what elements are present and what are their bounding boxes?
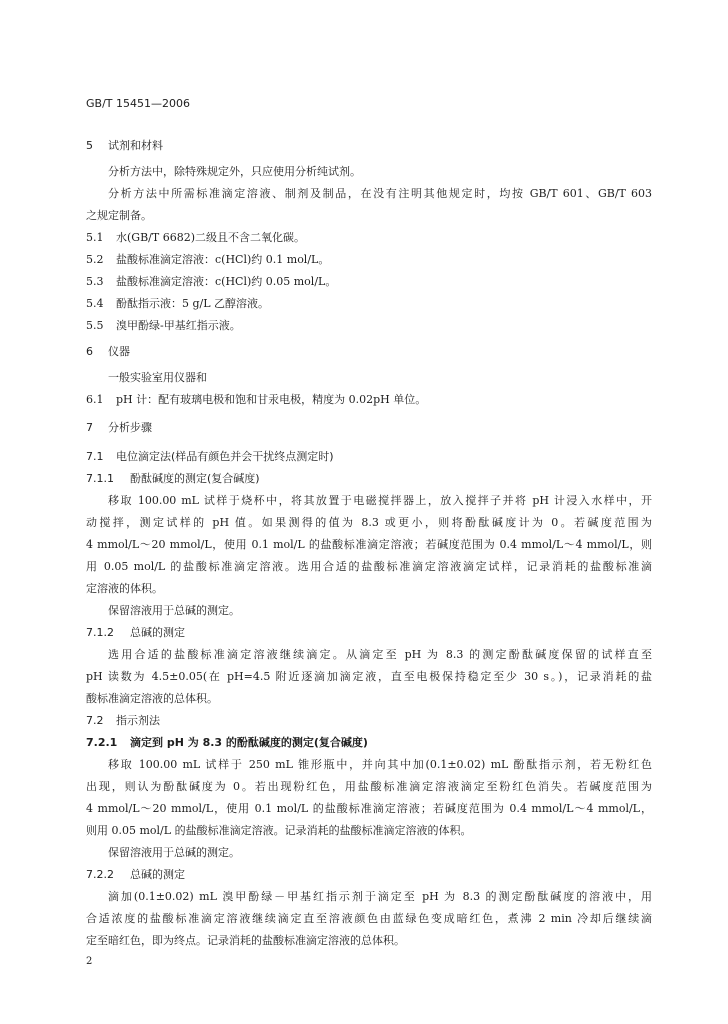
item-number: 5.5: [86, 319, 104, 332]
list-item: [86, 297, 652, 311]
paragraph-line: 4 mmol/L～20 mmol/L，使用 0.1 mol/L 的盐酸标准滴定溶液；若碱度范围为 0.4 mmol/L～4 mmol/L，则: [86, 538, 652, 551]
subsection-heading: [86, 450, 652, 464]
subsection-number: 7.2.1: [86, 736, 118, 749]
paragraph-line: 定至暗红色，即为终点。记录消耗的盐酸标准滴定溶液的总体积。: [86, 934, 405, 947]
subsection-number: 7.2: [86, 714, 104, 727]
item-text: 盐酸标准滴定溶液：c(HCl)约 0.05 mol/L。: [116, 275, 337, 288]
standard-code: GB/T 15451—2006: [86, 97, 190, 110]
subsection-title: 滴定到 pH 为 8.3 的酚酞碱度的测定(复合碱度): [130, 736, 368, 749]
paragraph: 分析方法中，除特殊规定外，只应使用分析纯试剂。: [108, 165, 361, 178]
paragraph-line: 4 mmol/L～20 mmol/L，使用 0.1 mol/L 的盐酸标准滴定溶液；若碱度范围为 0.4 mmol/L～4 mmol/L，: [86, 802, 652, 815]
paragraph-line: 则用 0.05 mol/L 的盐酸标准滴定溶液。记录消耗的盐酸标准滴定溶液的体积。: [86, 824, 472, 837]
page-number: 2: [86, 956, 93, 967]
item-text: 水(GB/T 6682)二级且不含二氧化碳。: [116, 231, 305, 244]
list-item: [86, 231, 652, 245]
paragraph-line: pH 读数为 4.5±0.05(在 pH=4.5 附近逐滴加滴定液，直至电极保持稳定至少 30 s。)，记录消耗的盐: [86, 670, 652, 683]
list-item: [86, 393, 652, 407]
subsection-heading: [86, 626, 652, 640]
section-heading: [86, 421, 652, 435]
paragraph-line: 定溶液的体积。: [86, 582, 163, 595]
subsection-title: 酚酞碱度的测定(复合碱度): [130, 472, 260, 485]
paragraph-line: 用 0.05 mol/L 的盐酸标准滴定溶液。选用合适的盐酸标准滴定溶液滴定试样，记录消耗的盐酸标准滴: [86, 560, 652, 573]
subsection-title: 总碱的测定: [130, 868, 185, 881]
subsection-title: 总碱的测定: [130, 626, 185, 639]
paragraph: 保留溶液用于总碱的测定。: [108, 604, 240, 617]
paragraph-line: 动搅拌，测定试样的 pH 值。如果测得的值为 8.3 或更小，则将酚酞碱度计为 0。若碱度范围为: [86, 516, 652, 529]
section-title: 分析步骤: [108, 421, 152, 434]
section-heading: [86, 139, 652, 153]
paragraph-line: 移取 100.00 mL 试样于烧杯中，将其放置于电磁搅拌器上，放入搅拌子并将 pH 计浸入水样中，开: [108, 494, 652, 507]
paragraph-line: 选用合适的盐酸标准滴定溶液继续滴定。从滴定至 pH 为 8.3 的测定酚酞碱度保留的试样直至: [108, 648, 652, 661]
item-text: 溴甲酚绿-甲基红指示液。: [116, 319, 241, 332]
paragraph-line: 之规定制备。: [86, 209, 152, 222]
subsection-number: 7.1: [86, 450, 104, 463]
paragraph-line: 酸标准滴定溶液的总体积。: [86, 692, 218, 705]
item-text: 酚酞指示液：5 g/L 乙醇溶液。: [116, 297, 270, 310]
section-number: 6: [86, 345, 93, 358]
subsection-number: 7.1.1: [86, 472, 114, 485]
subsection-heading: [86, 736, 652, 750]
section-heading: [86, 345, 652, 359]
subsection-heading: [86, 868, 652, 882]
list-item: [86, 275, 652, 289]
paragraph-line: 合适浓度的盐酸标准滴定溶液继续滴定直至溶液颜色由蓝绿色变成暗红色，煮沸 2 min 冷却后继续滴: [86, 912, 652, 925]
item-number: 5.2: [86, 253, 104, 266]
item-number: 5.4: [86, 297, 104, 310]
section-title: 仪器: [108, 345, 130, 358]
item-text: 盐酸标准滴定溶液：c(HCl)约 0.1 mol/L。: [116, 253, 330, 266]
subsection-title: 电位滴定法(样品有颜色并会干扰终点测定时): [116, 450, 334, 463]
section-title: 试剂和材料: [108, 139, 163, 152]
list-item: [86, 253, 652, 267]
paragraph: 保留溶液用于总碱的测定。: [108, 846, 240, 859]
paragraph: 一般实验室用仪器和: [108, 371, 207, 384]
subsection-number: 7.2.2: [86, 868, 114, 881]
subsection-heading: [86, 472, 652, 486]
item-text: pH 计：配有玻璃电极和饱和甘汞电极，精度为 0.02pH 单位。: [116, 393, 427, 406]
subsection-number: 7.1.2: [86, 626, 114, 639]
list-item: [86, 319, 652, 333]
section-number: 5: [86, 139, 93, 152]
item-number: 6.1: [86, 393, 104, 406]
subsection-title: 指示剂法: [116, 714, 160, 727]
subsection-heading: [86, 714, 652, 728]
paragraph-line: 出现，则认为酚酞碱度为 0。若出现粉红色，用盐酸标准滴定溶液滴定至粉红色消失。若碱度范围为: [86, 780, 652, 793]
section-number: 7: [86, 421, 93, 434]
item-number: 5.3: [86, 275, 104, 288]
paragraph-line: 移取 100.00 mL 试样于 250 mL 锥形瓶中，并向其中加(0.1±0.02) mL 酚酞指示剂，若无粉红色: [108, 758, 652, 771]
paragraph-line: 分析方法中所需标准滴定溶液、制剂及制品，在没有注明其他规定时，均按 GB/T 601、GB/T 603: [108, 187, 652, 200]
paragraph-line: 滴加(0.1±0.02) mL 溴甲酚绿－甲基红指示剂于滴定至 pH 为 8.3 的测定酚酞碱度的溶液中，用: [108, 890, 652, 903]
item-number: 5.1: [86, 231, 104, 244]
